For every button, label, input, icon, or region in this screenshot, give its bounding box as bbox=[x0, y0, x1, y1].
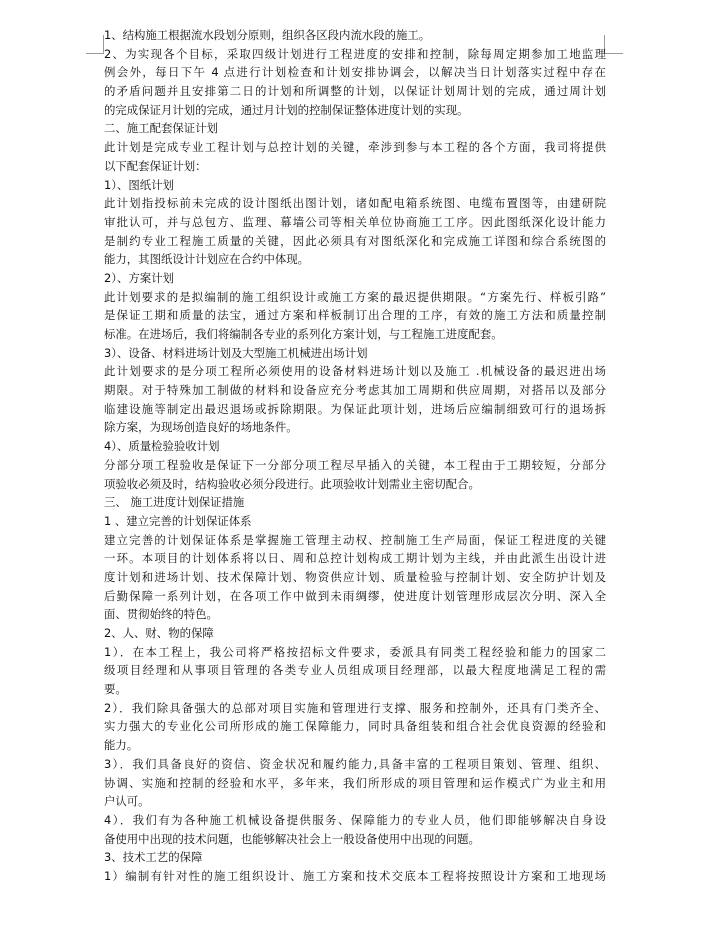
text-line: 2、为实现各个目标，采取四级计划进行工程进度的安排和控制，除每周定期参加工地监理 bbox=[104, 46, 606, 61]
text-line: 度计划和进场计划、技术保障计划、物资供应计划、质量检验与控制计划、安全防护计划及 bbox=[104, 569, 606, 584]
text-line: 除方案，为现场创造良好的场地条件。 bbox=[104, 420, 298, 435]
section-heading: 三、 施工进度计划保证措施 bbox=[104, 495, 245, 510]
text-line: 1）．在本工程上，我公司将严格按招标文件要求，委派具有同类工程经验和能力的国家二 bbox=[104, 644, 606, 659]
subsection-heading: 2）、方案计划 bbox=[104, 270, 174, 285]
text-line: 备使用中出现的技术问题，也能够解决社会上一般设备使用中出现的问题。 bbox=[104, 831, 480, 846]
subsection-heading: 3）、设备、材料进场计划及大型施工机械进出场计划 bbox=[104, 345, 368, 360]
text-line: 以下配套保证计划： bbox=[104, 158, 207, 173]
text-line: 此计划指投标前未完成的设计图纸出图计划，诸如配电箱系统图、电缆布置图等，由建研院 bbox=[104, 196, 606, 211]
text-line: 是制约专业工程施工质量的关键，因此必须具有对图纸深化和完成施工详图和综合系统图的 bbox=[104, 233, 606, 248]
text-line: 此计划要求的是分项工程所必须使用的设备材料进场计划以及施工 .机械设备的最迟进出场 bbox=[104, 364, 606, 379]
text-line: 建立完善的计划保证体系是掌握施工管理主动权、控制施工生产局面，保证工程进度的关键 bbox=[104, 532, 606, 547]
text-line: 4）．我们有为各种施工机械设备提供服务、保障能力的专业人员，他们即能够解决自身设 bbox=[104, 812, 606, 827]
text-line: 实力强大的专业化公司所形成的施工保障能力，同时具备组装和组合社会优良资源的经验和 bbox=[104, 719, 606, 734]
text-line: 1）编制有针对性的施工组织设计、施工方案和技术交底本工程将按照设计方案和工地现场 bbox=[104, 868, 606, 883]
text-line: 能力，其图纸设计计划应在合约中体现。 bbox=[104, 252, 310, 267]
text-line: 例会外，每日下午 4 点进行计划检查和计划安排协调会，以解决当日计划落实过程中存在 bbox=[104, 65, 606, 80]
subsection-heading: 1 、建立完善的计划保证体系 bbox=[104, 513, 252, 528]
text-line: 一环。本项目的计划体系将以日、周和总控计划构成工期计划为主线，并由此派生出设计进 bbox=[104, 551, 606, 566]
text-line: 项验收必须及时，结构验收必须分段进行。此项验收计划需业主密切配合。 bbox=[104, 476, 480, 491]
text-line: 是保证工期和质量的法宝，通过方案和样板制订出合理的工序，有效的施工方法和质量控制 bbox=[104, 308, 606, 323]
text-line: 能力。 bbox=[104, 738, 139, 753]
crop-mark-top-left bbox=[86, 35, 104, 54]
subsection-heading: 2、人、财、物的保障 bbox=[104, 626, 214, 640]
text-line: 临建设施等制定出最迟退场或拆除期限。为保证此项计划，进场后应编制细致可行的退场拆 bbox=[104, 401, 606, 416]
text-line: 协调、实施和控制的经验和水平，多年来，我们所形成的项目管理和运作模式广为业主和用 bbox=[104, 775, 606, 790]
text-line: 期限。对于特殊加工制做的材料和设备应充分考虑其加工周期和供应周期，对搭吊以及部分 bbox=[104, 383, 606, 398]
section-heading: 二、施工配套保证计划 bbox=[104, 121, 218, 136]
document-body bbox=[104, 26, 606, 886]
subsection-heading: 4）、质量检验验收计划 bbox=[104, 439, 220, 454]
text-line: 后勤保障一系列计划，在各项工作中做到未雨绸缪，使进度计划管理形成层次分明、深入全 bbox=[104, 588, 606, 603]
text-line: 此计划要求的是拟编制的施工组织设计或施工方案的最迟提供期限。“方案先行、样板引路” bbox=[104, 289, 606, 304]
subsection-heading: 1）、图纸计划 bbox=[104, 177, 174, 192]
text-line: 的矛盾问题并且安排第二日的计划和所调整的计划，以保证计划周计划的完成，通过周计划 bbox=[104, 84, 606, 99]
text-line: 分部分项工程验收是保证下一分部分项工程尽早插入的关键，本工程由于工期较短，分部分 bbox=[104, 457, 606, 472]
text-line: 的完成保证月计划的完成，通过月计划的控制保证整体进度计划的实现。 bbox=[104, 102, 469, 117]
text-line: 2）．我们除具备强大的总部对项目实施和管理进行支撑、服务和控制外，还具有门类齐全、 bbox=[104, 700, 606, 715]
text-line: 标准。在进场后，我们将编制各专业的系列化方案计划，与工程施工进度配套。 bbox=[104, 327, 503, 341]
text-line: 3）．我们具备良好的资信、资金状况和履约能力,具备丰富的工程项目策划、管理、组织、 bbox=[104, 756, 606, 771]
text-line: 级项目经理和从事项目管理的各类专业人员组成项目经理部，以最大程度地满足工程的需 bbox=[104, 663, 606, 678]
text-line: 户认可。 bbox=[104, 794, 150, 809]
text-line: 审批认可，并与总包方、监理、幕墙公司等相关单位协商施工工序。因此图纸深化设计能力 bbox=[104, 214, 606, 229]
text-line: 1、结构施工根据流水段划分原则，组织各区段内流水段的施工。 bbox=[104, 28, 431, 42]
text-line: 面、贯彻始终的特色。 bbox=[104, 607, 218, 622]
text-line: 要。 bbox=[104, 682, 127, 697]
subsection-heading: 3、技术工艺的保障 bbox=[104, 850, 203, 865]
text-line: 此计划是完成专业工程计划与总控计划的关键，牵涉到参与本工程的各个方面，我司将提供 bbox=[104, 140, 606, 155]
crop-mark-top-right bbox=[604, 35, 623, 54]
